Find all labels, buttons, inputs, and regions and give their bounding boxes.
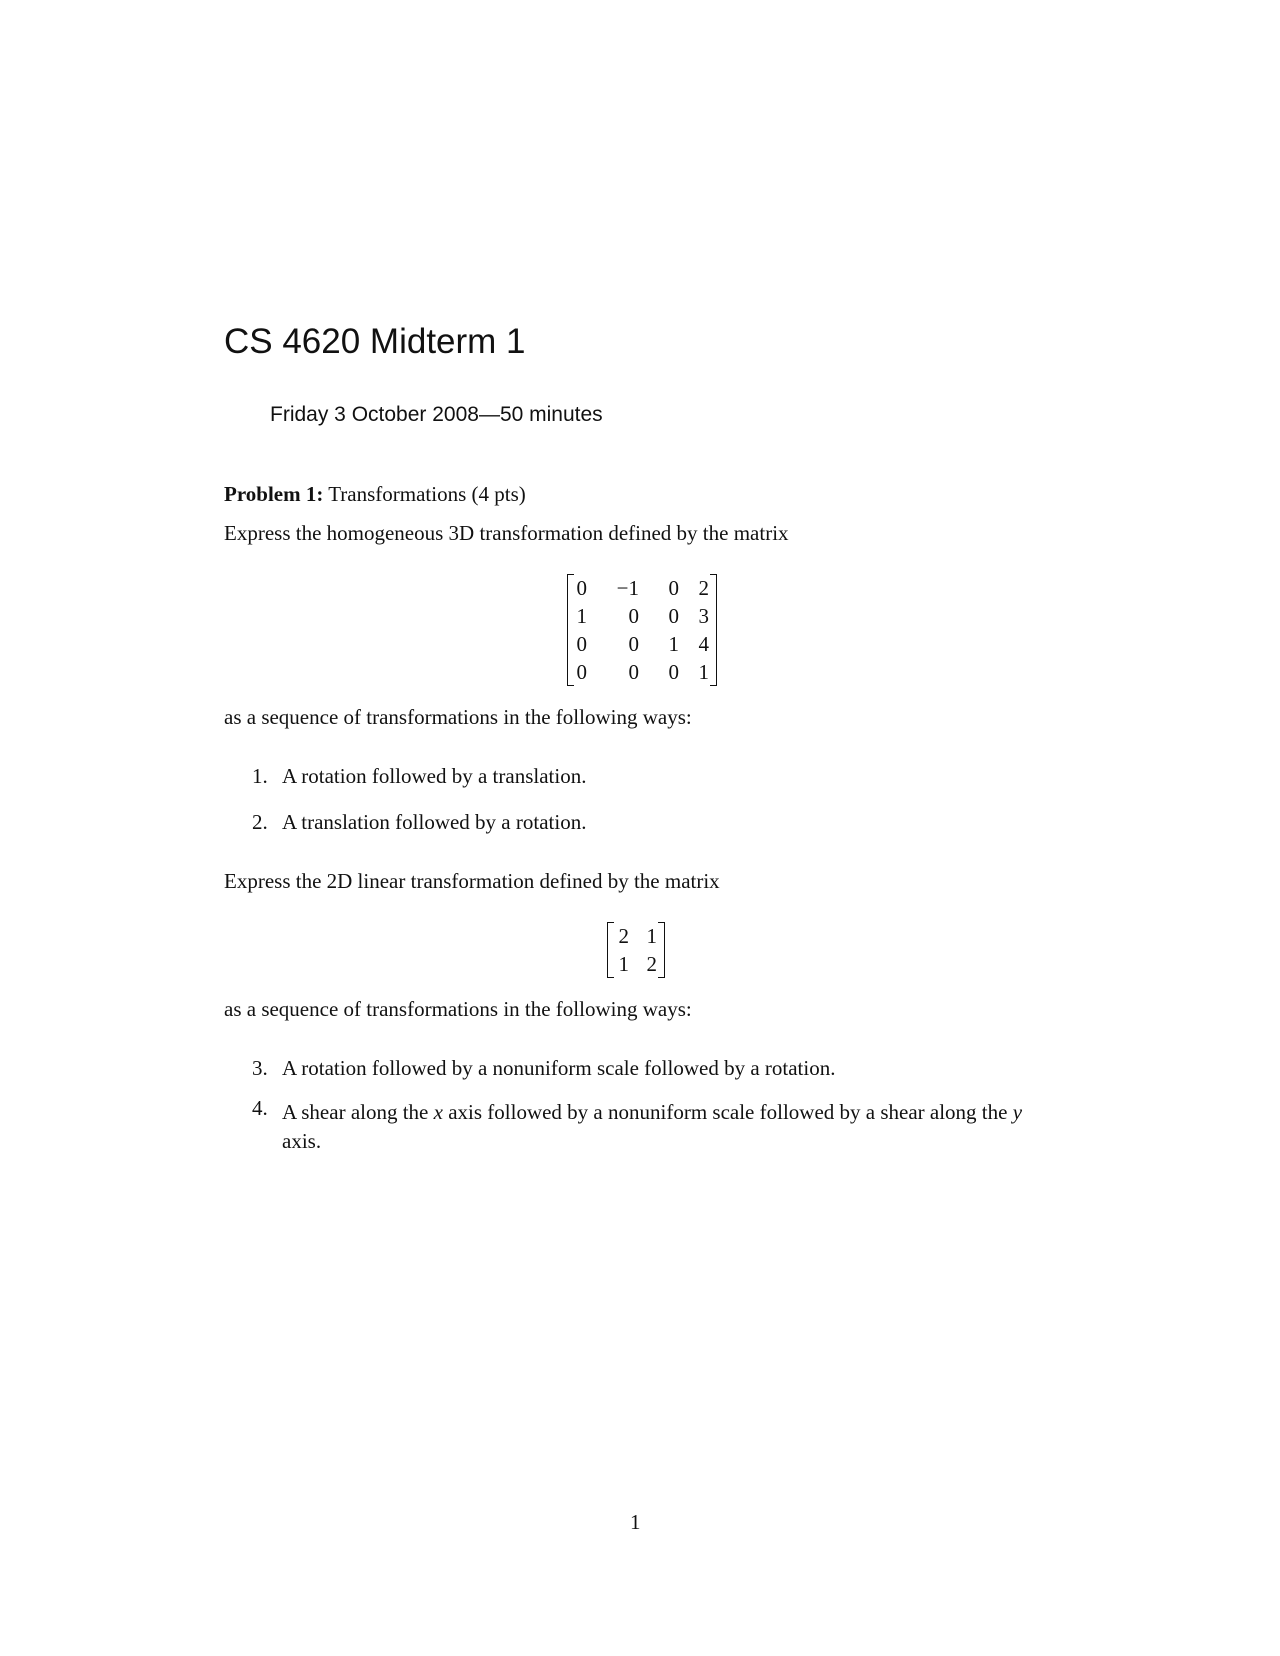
matrix-cell: 0	[628, 660, 639, 684]
matrix-cell: 1	[618, 952, 629, 976]
sequence-prompt-1: as a sequence of transformations in the following ways:	[224, 705, 692, 729]
text-fragment: axis followed by a nonuniform scale followed by a shear along the	[442, 1100, 1013, 1124]
matrix-cell: 0	[628, 604, 639, 628]
sequence-prompt-2: as a sequence of transformations in the following ways:	[224, 997, 692, 1021]
matrix-cell: 3	[698, 604, 709, 628]
list-number: 4.	[252, 1096, 268, 1120]
matrix-cell: 0	[668, 604, 679, 628]
matrix-cell: 0	[628, 632, 639, 656]
matrix-cell: 0	[576, 632, 587, 656]
matrix-cell: 1	[576, 604, 587, 628]
list-number: 2.	[252, 810, 268, 834]
matrix-cell: 2	[618, 924, 629, 948]
list-number: 3.	[252, 1056, 268, 1080]
list-item	[252, 812, 586, 833]
exam-date-duration: Friday 3 October 2008—50 minutes	[270, 403, 603, 426]
matrix-cell: 0	[576, 660, 587, 684]
matrix-cell: 2	[646, 952, 657, 976]
intro-2d: Express the 2D linear transformation defined by the matrix	[224, 869, 720, 893]
list-item	[252, 1098, 1052, 1156]
matrix-2d	[607, 922, 665, 978]
list-text	[282, 1098, 1052, 1156]
matrix-cell: 2	[698, 576, 709, 600]
matrix-cell: 1	[668, 632, 679, 656]
matrix-cell: 0	[668, 660, 679, 684]
problem-label: Problem 1:	[224, 482, 324, 506]
matrix-cell: 4	[698, 632, 709, 656]
matrix-cell: 0	[668, 576, 679, 600]
list-item	[252, 1058, 835, 1079]
math-variable-x: x	[433, 1100, 443, 1124]
intro-3d: Express the homogeneous 3D transformation defined by the matrix	[224, 521, 789, 545]
matrix-cell: 1	[646, 924, 657, 948]
problem-heading	[224, 484, 526, 505]
page-title: CS 4620 Midterm 1	[224, 322, 526, 361]
text-fragment: axis.	[282, 1129, 322, 1153]
matrix-3d	[567, 574, 717, 686]
text-fragment: A shear along the	[282, 1100, 434, 1124]
matrix-cell: −1	[616, 576, 639, 600]
problem-title: Transformations (4 pts)	[328, 482, 526, 506]
list-text: A translation followed by a rotation.	[282, 810, 587, 834]
matrix-cell: 0	[576, 576, 587, 600]
math-variable-y: y	[1012, 1100, 1023, 1124]
list-number: 1.	[252, 764, 268, 788]
list-item	[252, 766, 586, 787]
page-number: 1	[630, 1510, 641, 1534]
matrix-cell: 1	[698, 660, 709, 684]
list-text: A rotation followed by a translation.	[282, 764, 587, 788]
list-text: A rotation followed by a nonuniform scale followed by a rotation.	[282, 1056, 836, 1080]
